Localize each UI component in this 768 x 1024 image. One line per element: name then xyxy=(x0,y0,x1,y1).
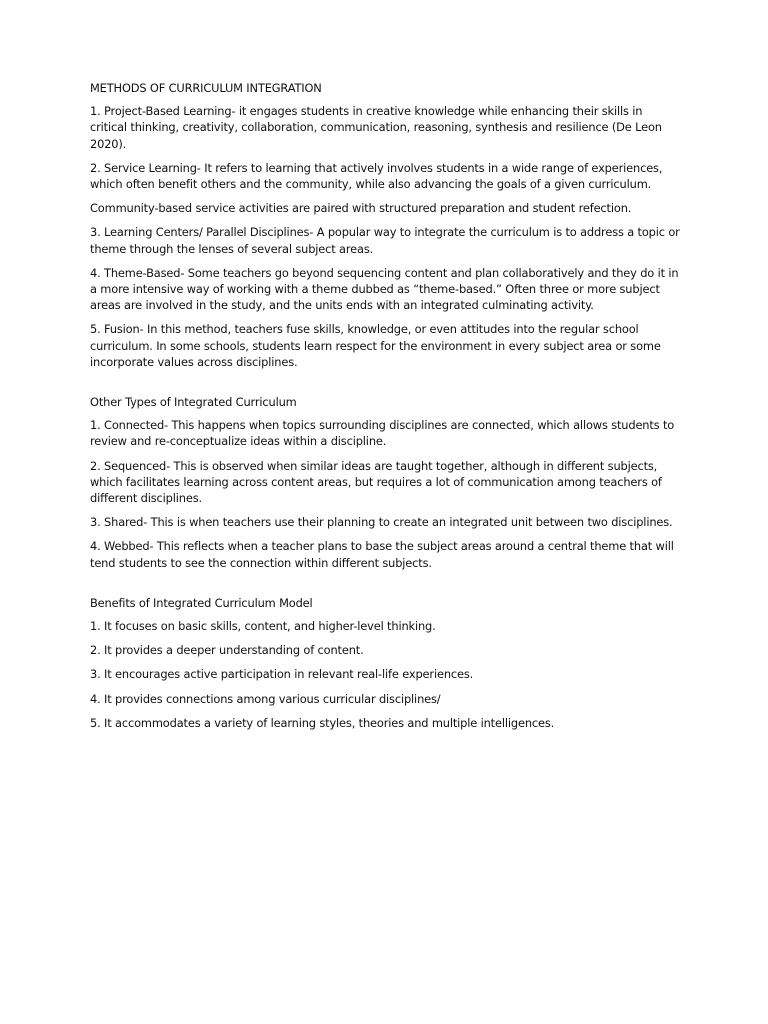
section-spacer xyxy=(90,579,682,595)
benefit-item-5: 5. It accommodates a variety of learning styles, theories and multiple intelligences. xyxy=(90,715,555,730)
section-heading-other-types: Other Types of Integrated Curriculum xyxy=(90,395,297,410)
method-item-project-based: 1. Project-Based Learning- it engages students in creative knowledge while enhancing their skills in critical thinking, creativity, collaboration, communication, reasoning, synthesis and resilience (De Leon 2020). xyxy=(90,104,662,151)
type-item-connected: 1. Connected- This happens when topics surrounding disciplines are connected, which allows students to review and re-conceptualize ideas within a discipline. xyxy=(90,418,675,449)
benefit-item-1: 1. It focuses on basic skills, content, and higher-level thinking. xyxy=(90,619,436,634)
benefit-item-4: 4. It provides connections among various curricular disciplines/ xyxy=(90,691,441,706)
type-item-sequenced: 2. Sequenced- This is observed when similar ideas are taught together, although in different subjects, which facilitates learning across content areas, but requires a lot of communication among teachers of different disciplines. xyxy=(90,458,662,506)
method-item-service-learning: 2. Service Learning- It refers to learning that actively involves students in a wide range of experiences, which often benefit others and the community, while also advancing the goals of a given curriculum. xyxy=(90,160,663,192)
type-item-webbed: 4. Webbed- This reflects when a teacher plans to base the subject areas around a central theme that will tend students to see the connection within different subjects. xyxy=(90,539,674,570)
type-item-shared: 3. Shared- This is when teachers use their planning to create an integrated unit between two disciplines. xyxy=(90,515,673,530)
benefit-item-3: 3. It encourages active participation in relevant real-life experiences. xyxy=(90,667,474,682)
benefit-item-2: 2. It provides a deeper understanding of content. xyxy=(90,643,364,658)
section-heading-methods: METHODS OF CURRICULUM INTEGRATION xyxy=(90,81,322,95)
document-body xyxy=(90,80,682,739)
method-item-learning-centers: 3. Learning Centers/ Parallel Disciplines- A popular way to integrate the curriculum is to address a topic or theme through the lenses of several subject areas. xyxy=(90,225,680,256)
method-item-fusion: 5. Fusion- In this method, teachers fuse skills, knowledge, or even attitudes into the regular school curriculum. In some schools, students learn respect for the environment in every subject area or some incorporate values across disciplines. xyxy=(90,322,661,369)
section-spacer xyxy=(90,378,682,394)
service-learning-note: Community-based service activities are paired with structured preparation and student refection. xyxy=(90,201,632,216)
section-heading-benefits: Benefits of Integrated Curriculum Model xyxy=(90,595,313,610)
method-item-theme-based: 4. Theme-Based- Some teachers go beyond sequencing content and plan collaboratively and they do it in a more intensive way of working with a theme dubbed as “theme-based.” Often three or more subject areas are involved in the study, and the units ends with an integrated culminating activity. xyxy=(90,265,679,313)
